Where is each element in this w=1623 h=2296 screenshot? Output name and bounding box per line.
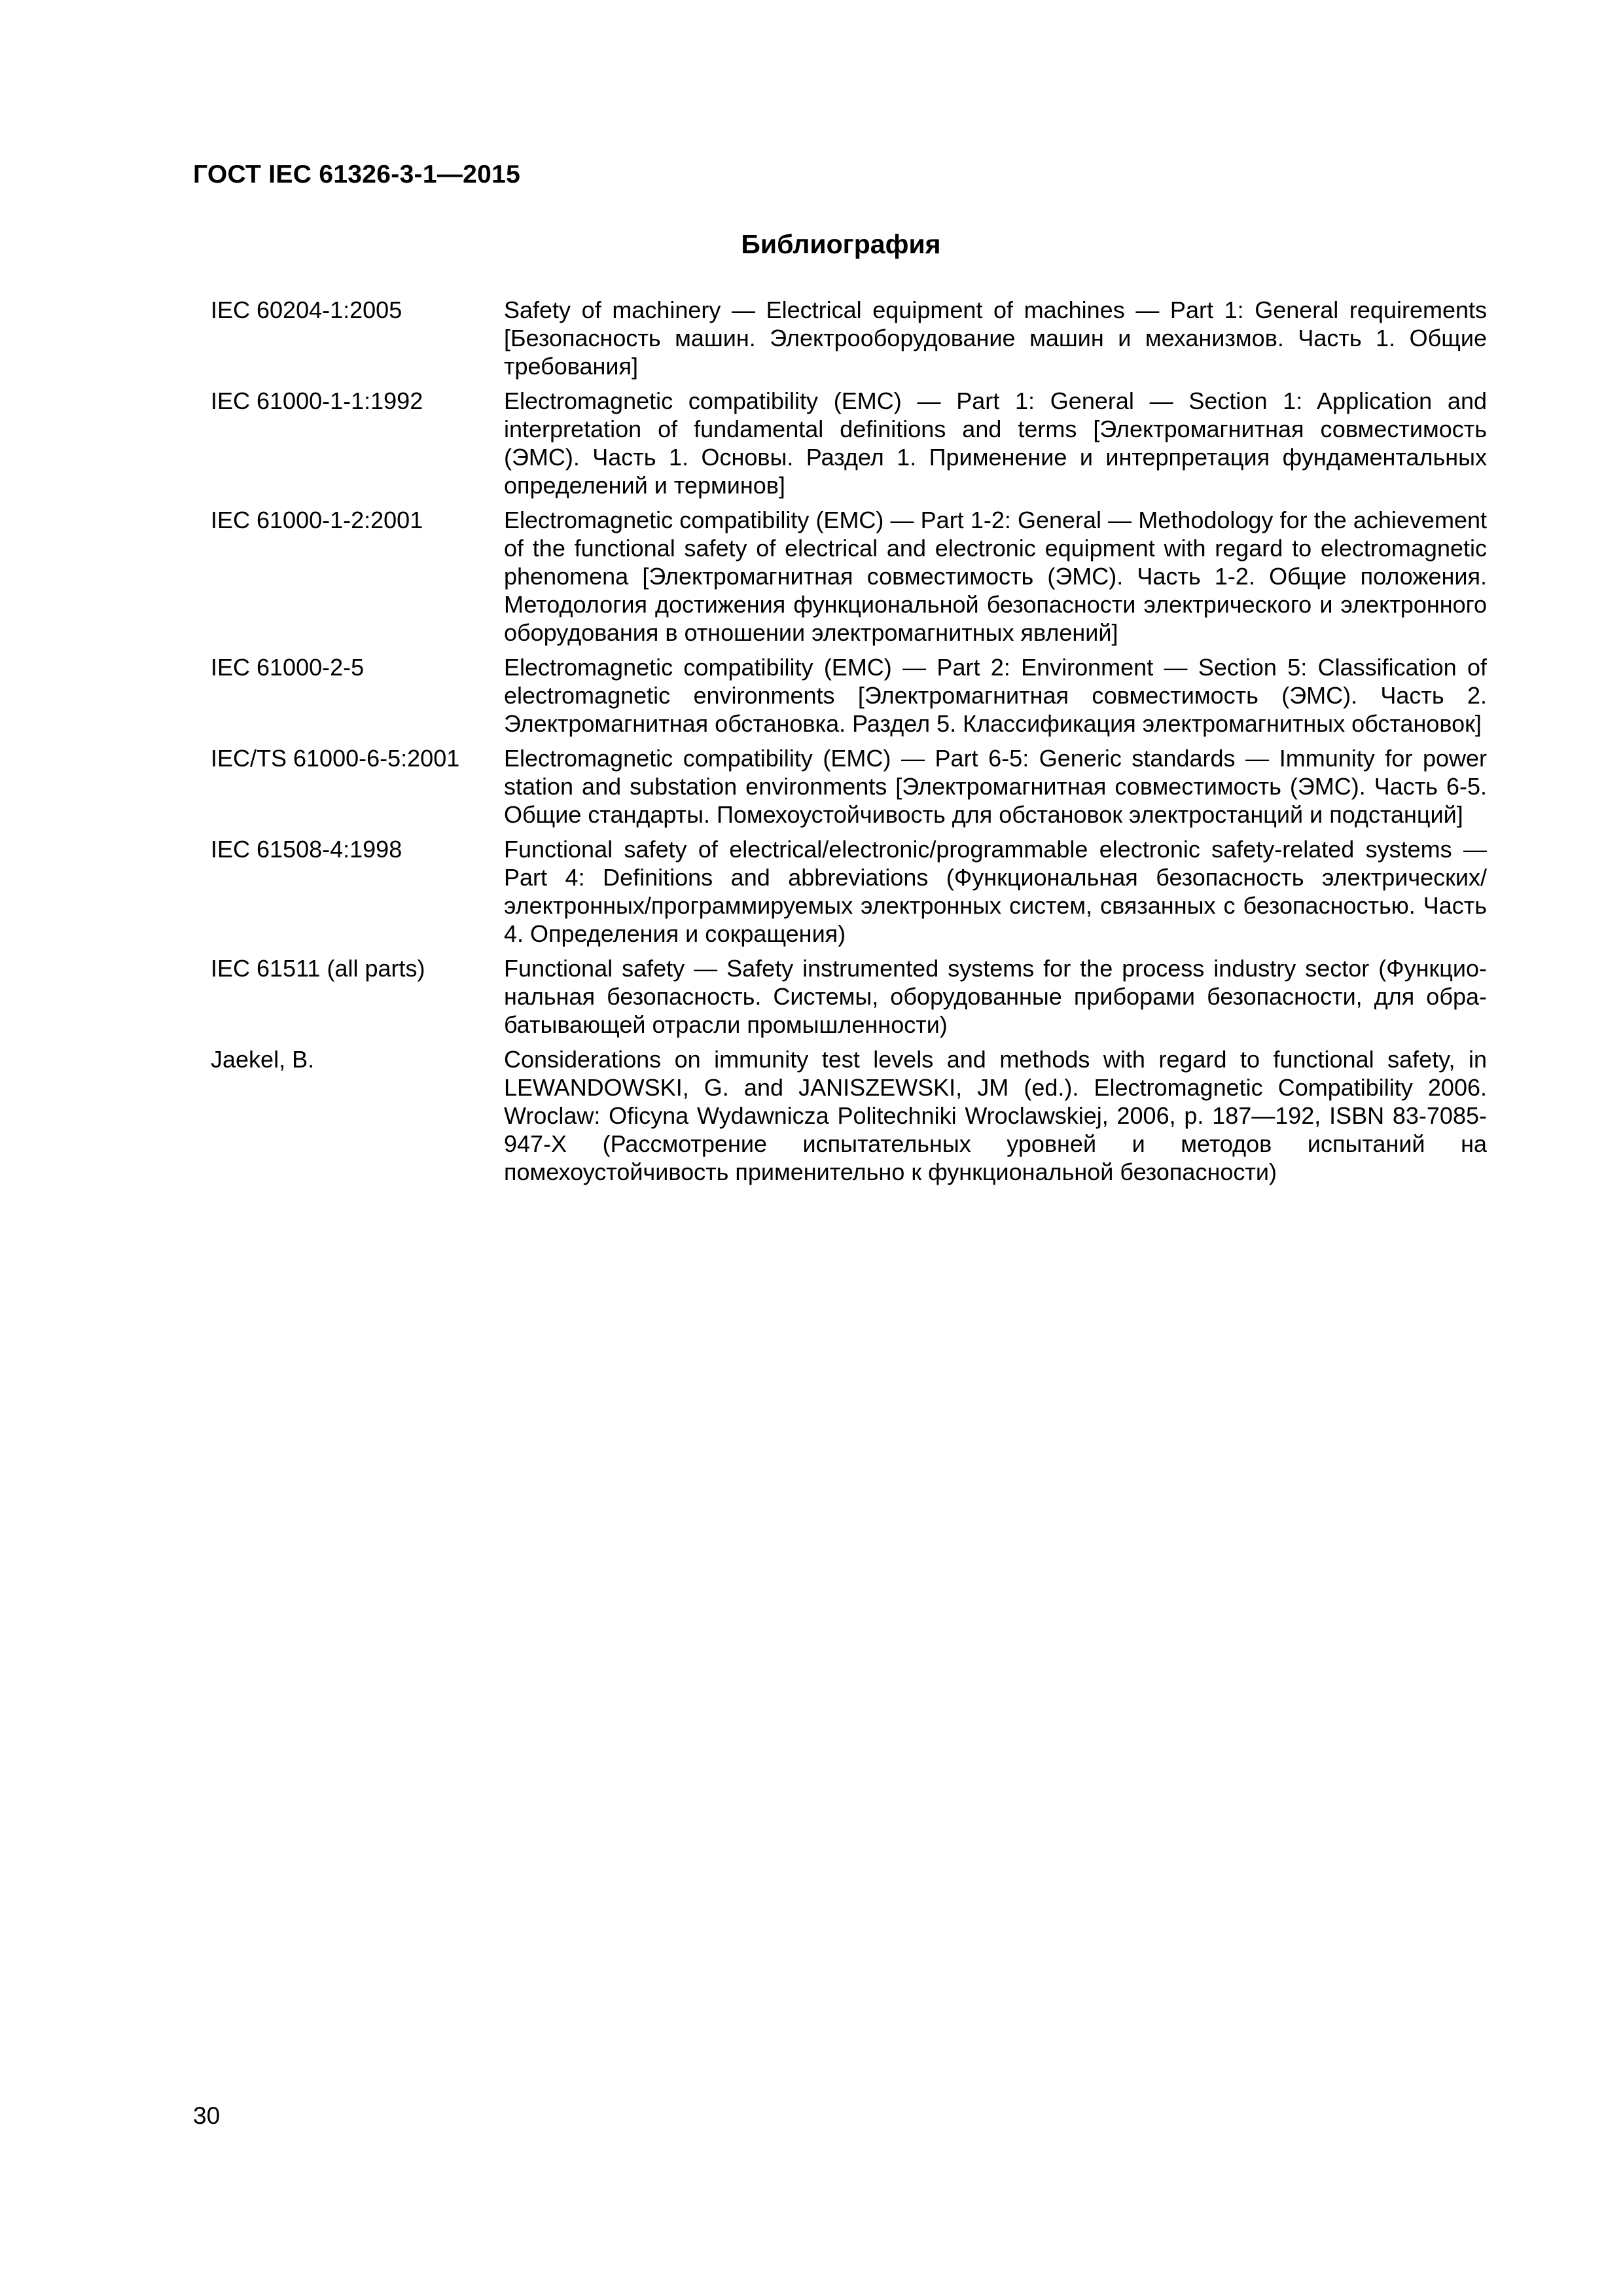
bibliography-entry — [211, 835, 1487, 948]
bibliography-description: Electromagnetic compatibility (EMC) — Part 2: Environment — Section 5: Classification of electromagnetic environments [Электромагнитная совместимость (ЭМС). Часть 2. Электромагнитная обстановка. Раздел 5. Классификация электромагнитных обстановок] — [504, 654, 1487, 737]
bibliography-ref: IEC 61508-4:1998 — [211, 836, 402, 863]
bibliography-ref: IEC/TS 61000-6-5:2001 — [211, 745, 460, 772]
bibliography-description: Electromagnetic compatibility (EMC) — Part 1: General — Section 1: Application and interpretation of fundamental definitions and terms [Электромагнитная совместимость (ЭМС). Часть 1. Основы. Раздел 1. Применение и интерпретация фундаментальных определений и терминов] — [504, 387, 1487, 499]
bibliography-description: Electromagnetic compatibility (EMC) — Part 1-2: General — Methodology for the achievement of the functional safety of electrical and electronic equipment with regard to electromagnetic phenomena [Электромагнитная совместимость (ЭМС). Часть 1-2. Общие положения. Методология достижения функциональной безопасности электрического и электронного оборудования в отношении электромагнитных явлений] — [504, 507, 1487, 646]
bibliography-ref: IEC 60204-1:2005 — [211, 296, 402, 323]
bibliography-ref: Jaekel, B. — [211, 1046, 315, 1073]
bibliography-entry — [211, 954, 1487, 1039]
bibliography-description: Safety of machinery — Electrical equipment of machines — Part 1: General requirements [Безопасность машин. Электрооборудование машин и механизмов. Часть 1. Общие требования] — [504, 296, 1487, 380]
bibliography-description: Electromagnetic compatibility (EMC) — Part 6-5: Generic standards — Immunity for power station and substation environments [Электромагнитная совместимость (ЭМС). Часть 6-5. Общие стандарты. Помехоустойчивость для обстановок электростанций и подстанций] — [504, 745, 1487, 828]
bibliography-ref: IEC 61000-2-5 — [211, 654, 365, 681]
bibliography-description: Functional safety — Safety instrumented systems for the process industry sector (Функциональная безопасность. Системы, оборудованные приборами безопасности, для обрабатывающей отрасли промышленности) — [504, 955, 1487, 1038]
page-number: 30 — [193, 2102, 221, 2129]
bibliography-list — [211, 296, 1487, 1193]
bibliography-entry — [211, 296, 1487, 380]
bibliography-ref: IEC 61511 (all parts) — [211, 955, 425, 982]
bibliography-entry — [211, 744, 1487, 829]
bibliography-entry — [211, 1045, 1487, 1186]
document-code: ГОСТ IEC 61326-3-1—2015 — [193, 160, 521, 188]
bibliography-ref: IEC 61000-1-2:2001 — [211, 507, 423, 533]
bibliography-entry — [211, 387, 1487, 499]
bibliography-description: Considerations on immunity test levels and methods with regard to functional safety, in LEWANDOWSKI, G. and JANISZEWSKI, JM (ed.). Electromagnetic Compatibility 2006. Wroclaw: Oficyna Wydawnicza Politechniki Wroclawskiej, 2006, p. 187—192, ISBN 83-7085-947-X (Рассмотрение испытательных уровней и методов испытаний на помехоустойчивость применительно к функциональной безопасности) — [504, 1046, 1487, 1185]
section-title: Библиография — [741, 229, 941, 259]
bibliography-entry — [211, 653, 1487, 738]
bibliography-ref: IEC 61000-1-1:1992 — [211, 387, 423, 414]
bibliography-entry — [211, 506, 1487, 647]
bibliography-description: Functional safety of electrical/electronic/programmable electronic safety-related systems — Part 4: Definitions and abbreviations (Функциональная безопасность электрических/ электронных/программируемых электронных систем, связанных с безопасностью. Часть 4. Определения и сокращения) — [504, 836, 1487, 947]
